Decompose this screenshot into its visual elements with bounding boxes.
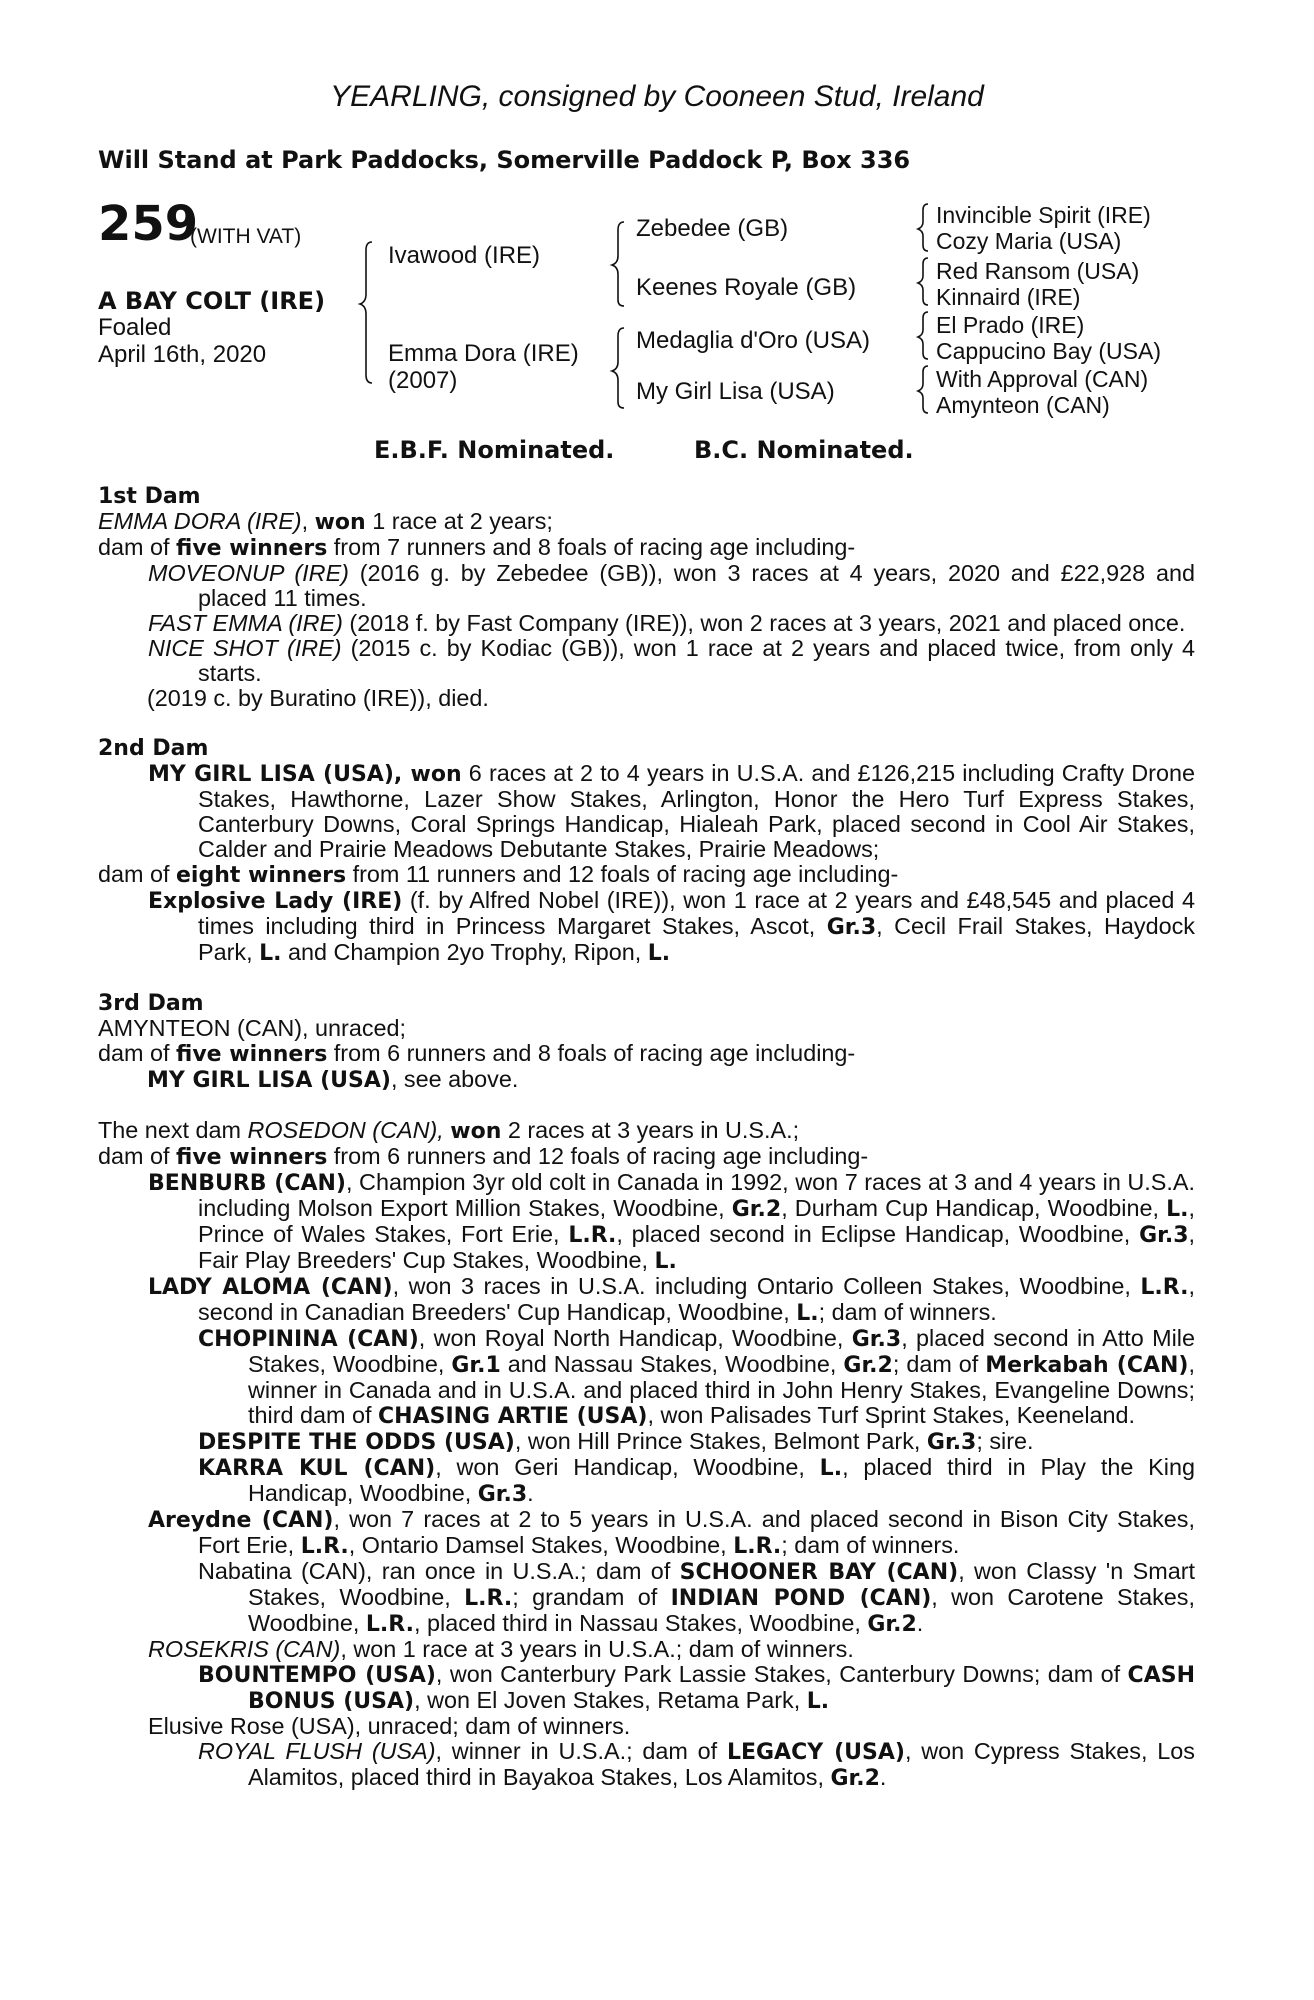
- pedigree-gen4-6: Cappucino Bay (USA): [936, 338, 1161, 364]
- pedigree-gen4-3: Red Ransom (USA): [936, 258, 1140, 284]
- produce-fast-emma: FAST EMMA (IRE) (2018 f. by Fast Company (IRE)), won 2 races at 3 years, 2021 and placed once.: [148, 610, 1186, 636]
- pedigree-gen4-4: Kinnaird (IRE): [936, 284, 1081, 310]
- produce-despite-the-odds: DESPITE THE ODDS (USA), won Hill Prince Stakes, Belmont Park, Gr.3; sire.: [198, 1428, 1034, 1455]
- foaled-label: Foaled: [98, 314, 172, 341]
- produce-chopinina: CHOPININA (CAN), won Royal North Handicap, Woodbine, Gr.3, placed second in Atto Mile Stakes, Woodbine, Gr.1 and Nassau Stakes, Woodbine, Gr.2; dam of Merkabah (CAN), winner in Canada and in U.S.A. and placed third in John Henry Stakes, Evangeline Downs; third dam of CHASING ARTIE (USA), won Palisades Turf Sprint Stakes, Keeneland.: [198, 1325, 1195, 1429]
- produce-rosekris: ROSEKRIS (CAN), won 1 race at 3 years in U.S.A.; dam of winners.: [148, 1636, 854, 1662]
- lot-number: 259: [98, 196, 199, 252]
- second-dam-produce-summary: dam of eight winners from 11 runners and 12 foals of racing age including-: [98, 861, 899, 888]
- produce-my-girl-lisa: MY GIRL LISA (USA), see above.: [147, 1066, 519, 1093]
- next-dam-produce-summary: dam of five winners from 6 runners and 12 foals of racing age including-: [98, 1143, 869, 1170]
- produce-nice-shot: NICE SHOT (IRE) (2015 c. by Kodiac (GB)), won 1 race at 2 years and placed twice, from only 4 starts.: [148, 635, 1195, 686]
- pedigree-gen4-2: Cozy Maria (USA): [936, 228, 1122, 254]
- pedigree-dam-sire: Medaglia d'Oro (USA): [636, 327, 870, 354]
- next-dam-line: The next dam ROSEDON (CAN), won 2 races at 3 years in U.S.A.;: [98, 1117, 800, 1144]
- catalogue-body: [98, 484, 1195, 1791]
- produce-areydne: Areydne (CAN), won 7 races at 2 to 5 years in U.S.A. and placed second in Bison City Stakes, Fort Erie, L.R., Ontario Damsel Stakes, Woodbine, L.R.; dam of winners.: [148, 1506, 1195, 1559]
- produce-nabatina: Nabatina (CAN), ran once in U.S.A.; dam of SCHOONER BAY (CAN), won Classy 'n Smart Stakes, Woodbine, L.R.; grandam of INDIAN POND (CAN), won Carotene Stakes, Woodbine, L.R., placed third in Nassau Stakes, Woodbine, Gr.2.: [198, 1558, 1196, 1637]
- produce-moveonup: MOVEONUP (IRE) (2016 g. by Zebedee (GB)), won 3 races at 4 years, 2020 and £22,928 and placed 11 times.: [148, 560, 1195, 611]
- venue-line: Will Stand at Park Paddocks, Somerville Paddock P, Box 336: [98, 146, 911, 174]
- third-dam-line: AMYNTEON (CAN), unraced;: [98, 1015, 407, 1041]
- produce-2019-colt: (2019 c. by Buratino (IRE)), died.: [147, 685, 489, 711]
- pedigree-gen4-7: With Approval (CAN): [936, 366, 1149, 392]
- pedigree-dam-dam: My Girl Lisa (USA): [636, 378, 835, 405]
- produce-karra-kul: KARRA KUL (CAN), won Geri Handicap, Woodbine, L., placed third in Play the King Handicap, Woodbine, Gr.3.: [198, 1454, 1195, 1507]
- page-title: YEARLING, consigned by Cooneen Stud, Ireland: [330, 80, 984, 113]
- produce-lady-aloma: LADY ALOMA (CAN), won 3 races in U.S.A. including Ontario Colleen Stakes, Woodbine, L.R., second in Canadian Breeders' Cup Handicap, Woodbine, L.; dam of winners.: [148, 1273, 1195, 1326]
- first-dam-produce-summary: dam of five winners from 7 runners and 8 foals of racing age including-: [98, 534, 856, 561]
- lot-description: A BAY COLT (IRE): [98, 287, 326, 315]
- first-dam-line: EMMA DORA (IRE), won 1 race at 2 years;: [98, 508, 553, 535]
- second-dam-heading: 2nd Dam: [98, 736, 209, 761]
- second-dam-line: MY GIRL LISA (USA), won 6 races at 2 to 4 years in U.S.A. and £126,215 including Crafty Drone Stakes, Hawthorne, Lazer Show Stakes, Arlington, Honor the Hero Turf Express Stakes, Canterbury Downs, Coral Springs Handicap, Hialeah Park, placed second in Cool Air Stakes, Calder and Prairie Meadows Debutante Stakes, Prairie Meadows;: [148, 760, 1195, 862]
- foaled-date: April 16th, 2020: [98, 341, 267, 368]
- produce-benburb: BENBURB (CAN), Champion 3yr old colt in Canada in 1992, won 7 races at 3 and 4 years in U.S.A. including Molson Export Million Stakes, Woodbine, Gr.2, Durham Cup Handicap, Woodbine, L., Prince of Wales Stakes, Fort Erie, L.R., placed second in Eclipse Handicap, Woodbine, Gr.3, Fair Play Breeders' Cup Stakes, Woodbine, L.: [148, 1169, 1195, 1274]
- produce-royal-flush: ROYAL FLUSH (USA), winner in U.S.A.; dam of LEGACY (USA), won Cypress Stakes, Los Alamitos, placed third in Bayakoa Stakes, Los Alamitos, Gr.2.: [198, 1738, 1195, 1791]
- pedigree-dam-year: (2007): [388, 367, 458, 394]
- ebf-nomination: E.B.F. Nominated.: [374, 436, 615, 464]
- third-dam-heading: 3rd Dam: [98, 991, 204, 1016]
- pedigree-gen4-8: Amynteon (CAN): [936, 392, 1110, 418]
- pedigree-sire-dam: Keenes Royale (GB): [636, 274, 857, 301]
- produce-explosive-lady: Explosive Lady (IRE) (f. by Alfred Nobel (IRE)), won 1 race at 2 years and £48,545 and placed 4 times including third in Princess Margaret Stakes, Ascot, Gr.3, Cecil Frail Stakes, Haydock Park, L. and Champion 2yo Trophy, Ripon, L.: [148, 887, 1195, 966]
- produce-elusive-rose: Elusive Rose (USA), unraced; dam of winners.: [148, 1713, 631, 1739]
- pedigree-gen4-5: El Prado (IRE): [936, 312, 1085, 338]
- pedigree-gen4-1: Invincible Spirit (IRE): [936, 202, 1151, 228]
- pedigree-sire-sire: Zebedee (GB): [636, 215, 789, 242]
- bc-nomination: B.C. Nominated.: [694, 436, 914, 464]
- pedigree-sire: Ivawood (IRE): [388, 242, 541, 269]
- pedigree-dam: Emma Dora (IRE): [388, 340, 579, 367]
- first-dam-heading: 1st Dam: [98, 484, 201, 509]
- produce-bountempo: BOUNTEMPO (USA), won Canterbury Park Lassie Stakes, Canterbury Downs; dam of CASH BONUS (USA), won El Joven Stakes, Retama Park, L.: [198, 1661, 1195, 1714]
- vat-label: (WITH VAT): [190, 225, 302, 248]
- third-dam-produce-summary: dam of five winners from 6 runners and 8 foals of racing age including-: [98, 1040, 856, 1067]
